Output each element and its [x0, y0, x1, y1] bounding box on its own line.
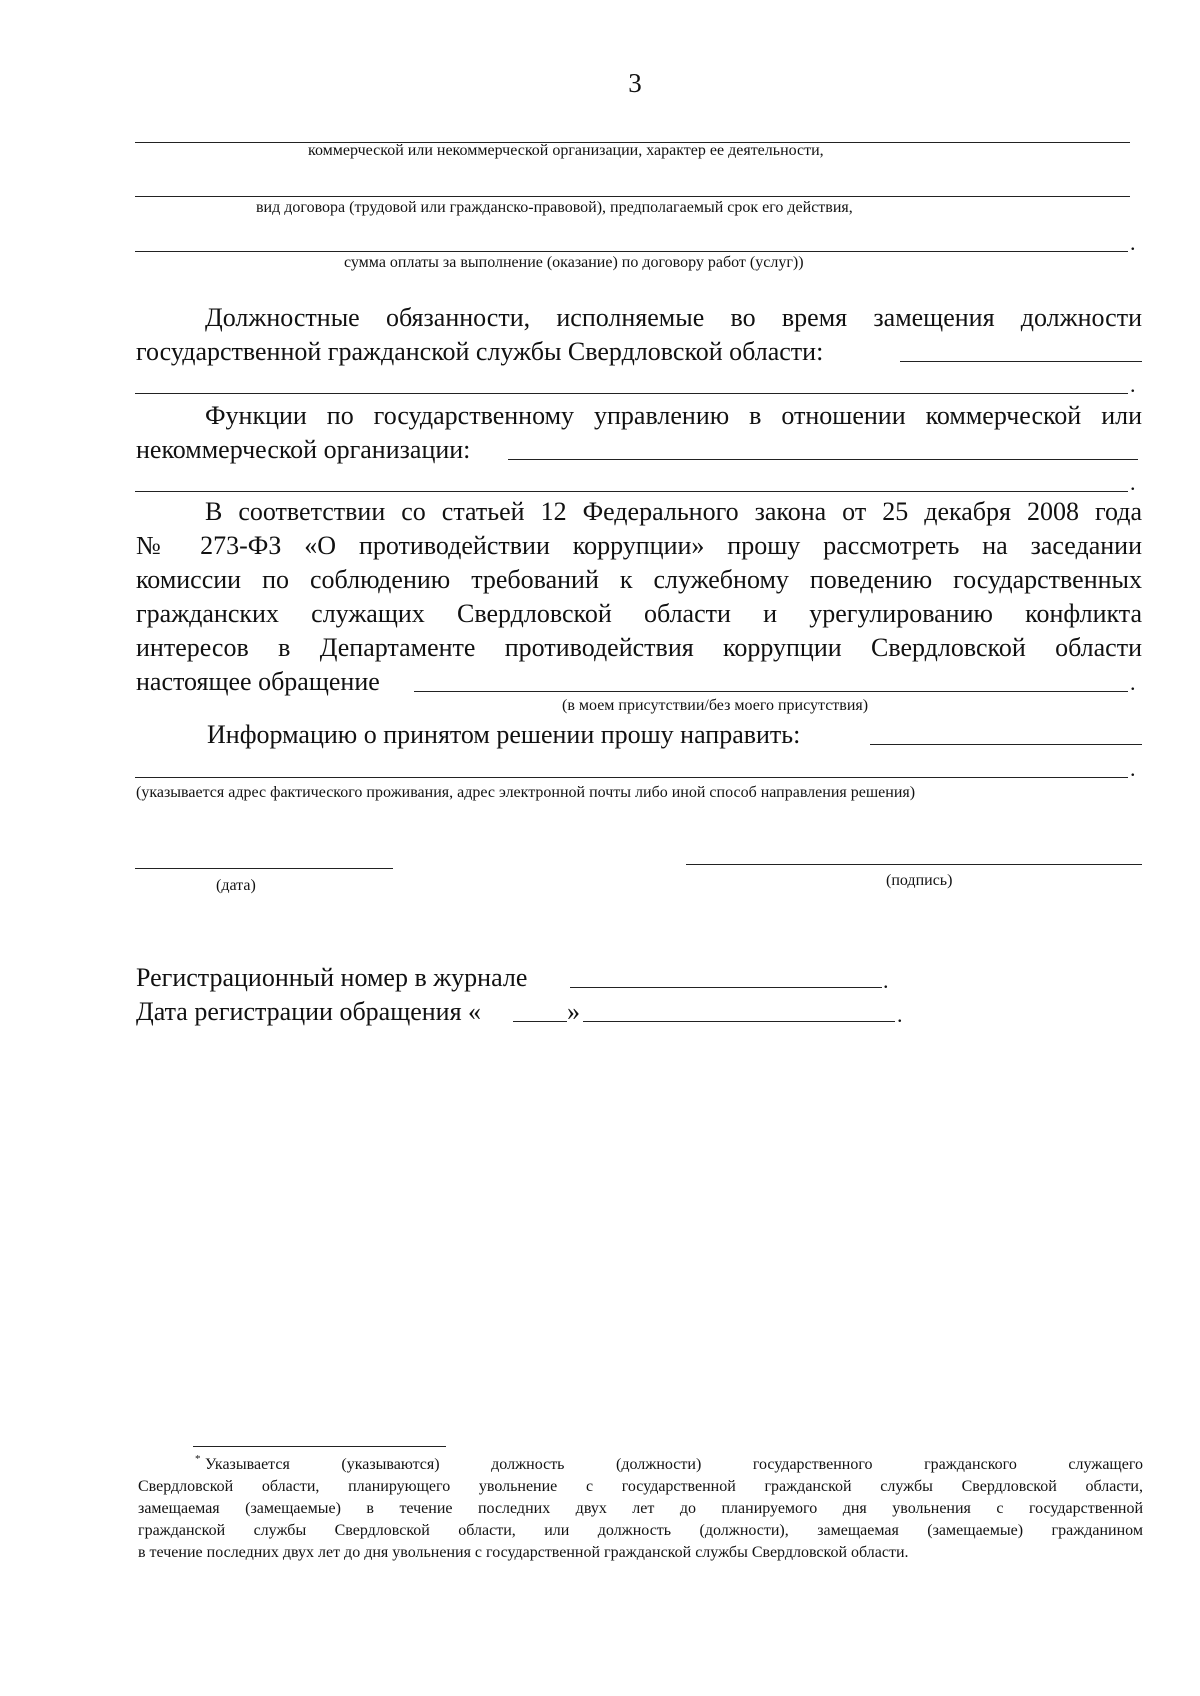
period-mark: . [1130, 756, 1136, 781]
caption-contract-type: вид договора (трудовой или гражданско-правовой), предполагаемый срок его действия, [256, 199, 853, 216]
period-mark: . [883, 968, 889, 993]
footnote-line-3: замещаемая (замещаемые) в течение последних двух лет до планируемого дня увольнения с государственной [138, 1500, 1143, 1517]
period-mark: . [1130, 372, 1136, 397]
footnote-line-1: Указывается (указываются) должность (должности) государственного гражданского служащего [205, 1456, 1143, 1473]
footnote-separator [193, 1446, 446, 1447]
blank-line-contract [135, 196, 1130, 197]
law-line-5: интересов в Департаменте противодействия коррупции Свердловской области [136, 633, 1142, 662]
duties-line-1: Должностные обязанности, исполняемые во время замещения должности [205, 303, 1142, 332]
caption-payment: сумма оплаты за выполнение (оказание) по договору работ (услуг)) [344, 254, 804, 271]
footnote-line-2: Свердловской области, планирующего увольнение с государственной гражданской службы Свердловской области, [138, 1478, 1143, 1495]
period-mark: . [1130, 670, 1136, 695]
registration-number-label: Регистрационный номер в журнале [136, 963, 528, 992]
footnote-line-4: гражданской службы Свердловской области, или должность (должности), замещаемая (замещаемые) гражданином [138, 1522, 1143, 1539]
law-line-3: комиссии по соблюдению требований к служебному поведению государственных [136, 565, 1142, 594]
period-mark: . [1130, 470, 1136, 495]
caption-org-type: коммерческой или некоммерческой организации, характер ее деятельности, [308, 142, 824, 159]
registration-date-close: » [567, 997, 580, 1026]
blank-line-address [135, 777, 1128, 778]
blank-line-presence [414, 691, 1128, 692]
period-mark: . [897, 1002, 903, 1027]
blank-line-payment [135, 251, 1128, 252]
law-line-1: В соответствии со статьей 12 Федерального закона от 25 декабря 2008 года [205, 497, 1142, 526]
footnote-marker: * [195, 1453, 201, 1465]
registration-date-label: Дата регистрации обращения « [136, 997, 482, 1026]
caption-date: (дата) [216, 877, 256, 894]
law-line-2: № 273-ФЗ «О противодействии коррупции» прошу рассмотреть на заседании [136, 531, 1142, 560]
registration-date-line [583, 1021, 895, 1022]
functions-line-2: некоммерческой организации: [136, 435, 471, 464]
law-line-4: гражданских служащих Свердловской области и урегулированию конфликта [136, 599, 1142, 628]
registration-number-line [570, 987, 882, 988]
blank-line-info-inline [870, 744, 1142, 745]
registration-day-line [513, 1021, 567, 1022]
duties-line-2: государственной гражданской службы Свердловской области: [136, 337, 824, 366]
period-mark: . [1130, 230, 1136, 255]
date-line [135, 868, 393, 869]
caption-signature: (подпись) [886, 872, 953, 889]
blank-line-functions [135, 491, 1128, 492]
blank-line-duties [135, 393, 1128, 394]
page-number: 3 [628, 68, 642, 98]
blank-line-functions-inline [508, 459, 1138, 460]
law-line-6: настоящее обращение [136, 667, 380, 696]
functions-line-1: Функции по государственному управлению в отношении коммерческой или [205, 401, 1142, 430]
blank-line-duties-inline [900, 361, 1142, 362]
signature-line [686, 864, 1142, 865]
footnote-line-5: в течение последних двух лет до дня увольнения с государственной гражданской службы Свердловской области. [138, 1544, 909, 1561]
caption-presence: (в моем присутствии/без моего присутствия) [562, 697, 869, 714]
caption-address: (указывается адрес фактического проживания, адрес электронной почты либо иной способ направления решения) [136, 784, 916, 801]
info-line: Информацию о принятом решении прошу направить: [207, 720, 801, 749]
